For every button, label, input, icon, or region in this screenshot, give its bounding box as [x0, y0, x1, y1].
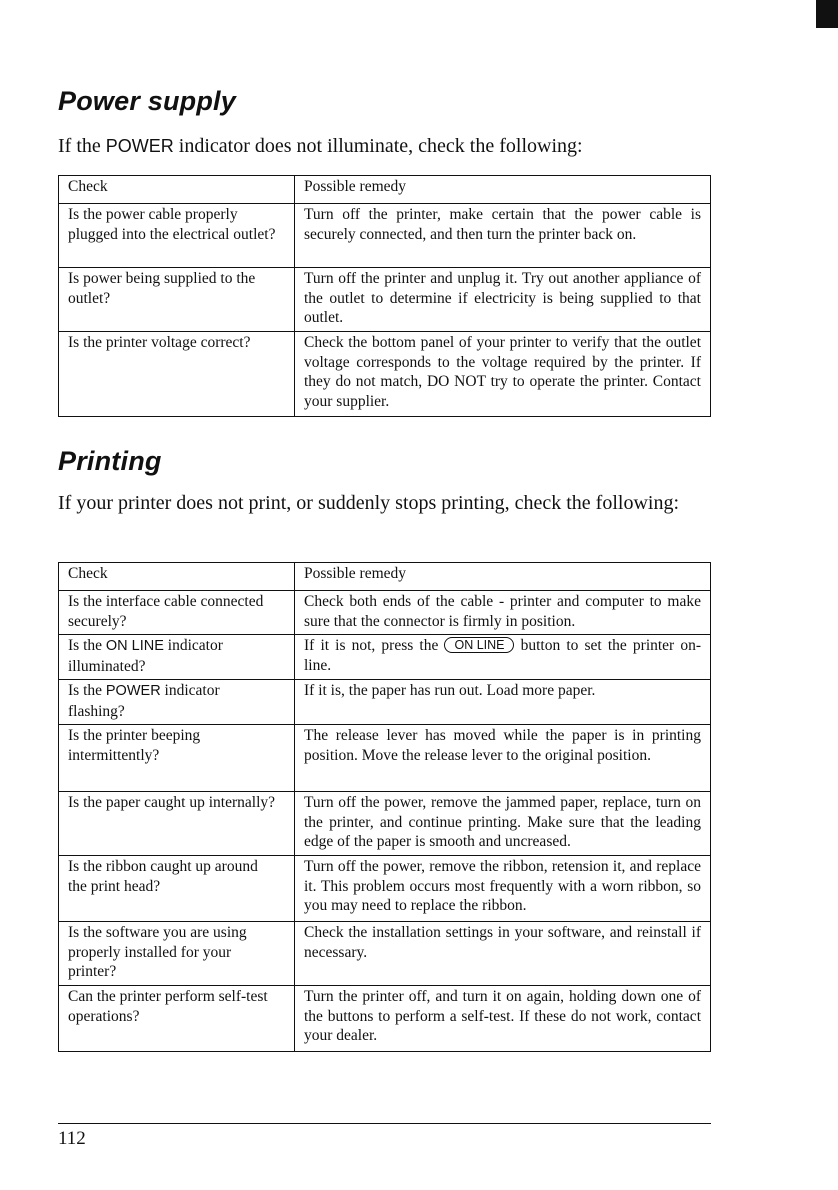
intro-text-after: indicator does not illuminate, check the following:	[178, 135, 583, 157]
check-cell: Is the interface cable connected securely?	[59, 591, 295, 635]
check-text-after: indicator flashing?	[68, 682, 220, 720]
power-indicator-label: POWER	[105, 683, 161, 699]
intro-text-before: If the	[58, 135, 101, 157]
power-supply-table	[58, 175, 711, 417]
column-header-remedy: Possible remedy	[295, 176, 711, 204]
check-cell: Is the printer voltage correct?	[59, 332, 295, 417]
remedy-cell: The release lever has moved while the paper is in printing position. Move the release lever to the original position.	[295, 725, 711, 792]
remedy-cell: Check the installation settings in your software, and reinstall if necessary.	[295, 922, 711, 986]
table-row	[59, 922, 711, 986]
table-row	[59, 204, 711, 268]
remedy-cell: Turn off the power, remove the ribbon, retension it, and replace it. This problem occurs most frequently with a worn ribbon, so you may need to replace the ribbon.	[295, 856, 711, 922]
remedy-cell: Turn off the printer, make certain that the power cable is securely connected, and then turn the printer back on.	[295, 204, 711, 268]
table-row	[59, 332, 711, 417]
column-header-remedy: Possible remedy	[295, 563, 711, 591]
check-cell: Is power being supplied to the outlet?	[59, 268, 295, 332]
remedy-cell	[295, 635, 711, 680]
check-cell: Can the printer perform self-test operations?	[59, 986, 295, 1052]
check-cell: Is the ribbon caught up around the print head?	[59, 856, 295, 922]
remedy-cell: Turn off the power, remove the jammed paper, replace, turn on the printer, and continue printing. Make sure that the leading edge of the paper is smooth and uncreased.	[295, 792, 711, 856]
remedy-cell: Turn off the printer and unplug it. Try out another appliance of the outlet to determine if electricity is being supplied to that outlet.	[295, 268, 711, 332]
footer-divider	[58, 1123, 711, 1124]
table-row	[59, 856, 711, 922]
table-row	[59, 268, 711, 332]
chapter-tab-marker	[816, 0, 838, 28]
table-row	[59, 635, 711, 680]
check-text-before: Is the	[68, 637, 103, 654]
column-header-check: Check	[59, 176, 295, 204]
printing-table	[58, 562, 711, 1052]
remedy-cell: Turn the printer off, and turn it on again, holding down one of the buttons to perform a self-test. If these do not work, contact your dealer.	[295, 986, 711, 1052]
online-button-icon: ON LINE	[444, 637, 514, 653]
table-row	[59, 680, 711, 725]
check-text-after: indicator illuminated?	[68, 637, 223, 675]
table-row	[59, 725, 711, 792]
check-cell	[59, 680, 295, 725]
column-header-check: Check	[59, 563, 295, 591]
remedy-text-after: button to set the printer on-line.	[304, 637, 702, 674]
table-header-row	[59, 563, 711, 591]
page-number: 112	[58, 1128, 86, 1149]
check-cell: Is the software you are using properly installed for your printer?	[59, 922, 295, 986]
check-cell	[59, 635, 295, 680]
check-cell: Is the power cable properly plugged into the electrical outlet?	[59, 204, 295, 268]
remedy-cell: Check the bottom panel of your printer to verify that the outlet voltage corresponds to the voltage required by the printer. If they do not match, DO NOT try to operate the printer. Contact your supplier.	[295, 332, 711, 417]
power-supply-heading: Power supply	[58, 86, 236, 116]
check-cell: Is the printer beeping intermittently?	[59, 725, 295, 792]
table-header-row	[59, 176, 711, 204]
remedy-cell: Check both ends of the cable - printer and computer to make sure that the connector is firmly in position.	[295, 591, 711, 635]
printing-intro: If your printer does not print, or suddenly stops printing, check the following:	[58, 492, 680, 514]
printing-heading: Printing	[58, 446, 162, 476]
power-supply-intro	[58, 132, 718, 161]
remedy-cell: If it is, the paper has run out. Load more paper.	[295, 680, 711, 725]
remedy-text-before: If it is not, press the	[304, 637, 439, 654]
table-row	[59, 986, 711, 1052]
table-row	[59, 792, 711, 856]
check-text-before: Is the	[68, 682, 103, 699]
check-cell: Is the paper caught up internally?	[59, 792, 295, 856]
online-indicator-label: ON LINE	[105, 638, 164, 654]
table-row	[59, 591, 711, 635]
power-indicator-label: POWER	[105, 136, 174, 156]
